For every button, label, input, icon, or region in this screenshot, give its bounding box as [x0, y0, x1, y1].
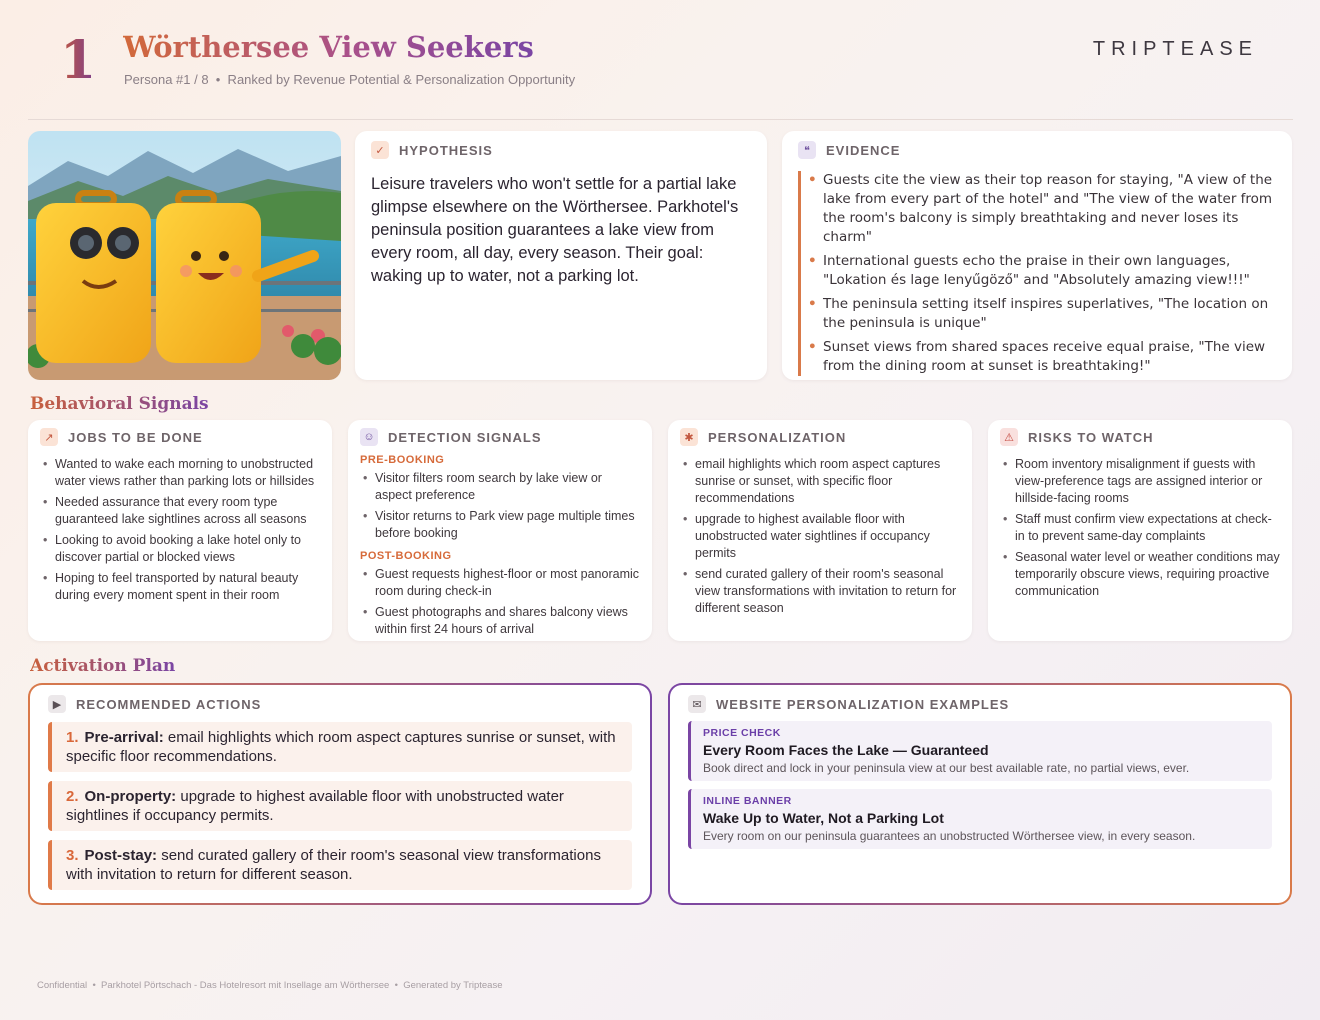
personalization-example	[688, 721, 1272, 781]
evidence-list	[798, 171, 1276, 376]
list-item: • email highlights which room aspect captures sunrise or sunset, with specific floor recommendations	[680, 456, 960, 507]
risks-label: RISKS TO WATCH	[1028, 429, 1154, 445]
hypothesis-card	[355, 131, 767, 380]
jobs-to-be-done-card	[28, 420, 332, 641]
smiley-icon: ☺	[360, 428, 378, 446]
pre-booking-label: PRE-BOOKING	[360, 454, 445, 466]
envelope-icon: ✉	[688, 695, 706, 713]
arrow-up-right-icon: ↗	[40, 428, 58, 446]
persona-illustration	[28, 131, 341, 380]
asterisk-icon: ✱	[680, 428, 698, 446]
recommended-actions-card	[28, 683, 652, 905]
list-item: • Visitor returns to Park view page multiple times before booking	[360, 508, 640, 542]
header-divider	[28, 119, 1293, 120]
website-personalization-card	[668, 683, 1292, 905]
actions-label: RECOMMENDED ACTIONS	[76, 696, 262, 712]
personalization-list	[680, 456, 960, 617]
example-tag: PRICE CHECK	[703, 727, 781, 739]
check-icon: ✓	[371, 141, 389, 159]
action-number: 3.	[66, 847, 79, 864]
action-number: 1.	[66, 729, 79, 746]
warning-icon: ⚠	[1000, 428, 1018, 446]
personalization-example	[688, 789, 1272, 849]
list-item: • upgrade to highest available floor with unobstructed water sightlines if occupancy permits	[680, 511, 960, 562]
persona-title: Wörthersee View Seekers	[123, 30, 534, 64]
persona-number: 1	[60, 30, 97, 91]
evidence-item: • The peninsula setting itself inspires superlatives, "The location on the peninsula is unique"	[823, 295, 1276, 333]
persona-subtitle: Persona #1 / 8 • Ranked by Revenue Potential & Personalization Opportunity	[124, 72, 576, 87]
example-tag: INLINE BANNER	[703, 795, 792, 807]
action-item	[48, 722, 632, 772]
list-item: • Staff must confirm view expectations at check-in to prevent same-day complaints	[1000, 511, 1280, 545]
list-item: • Guest photographs and shares balcony views within first 24 hours of arrival	[360, 604, 640, 638]
list-item: • Wanted to wake each morning to unobstructed water views rather than parking lots or hillsides	[40, 456, 320, 490]
list-item: • Guest requests highest-floor or most panoramic room during check-in	[360, 566, 640, 600]
action-text: send curated gallery of their room's seasonal view transformations with invitation to return for different season.	[66, 847, 601, 883]
list-item: • Seasonal water level or weather conditions may temporarily obscure views, requiring proactive communication	[1000, 549, 1280, 600]
example-body: Every room on our peninsula guarantees an unobstructed Wörthersee view, in every season.	[703, 829, 1196, 843]
header	[0, 0, 1320, 120]
list-item: • send curated gallery of their room's seasonal view transformations with invitation to return for different season	[680, 566, 960, 617]
play-icon: ▶	[48, 695, 66, 713]
evidence-item: • International guests echo the praise in their own languages, "Lokation és lage lenyűgöző" and "Absolutely amazing view!!!"	[823, 252, 1276, 290]
detection-label: DETECTION SIGNALS	[388, 429, 542, 445]
quote-icon: ❝	[798, 141, 816, 159]
evidence-item: • Guests cite the view as their top reason for staying, "A view of the lake from every part of the hotel" and "The view of the water from the room's balcony is simply breathtaking and never loses its charm"	[823, 171, 1276, 247]
pre-booking-list	[360, 470, 640, 542]
evidence-card	[782, 131, 1292, 380]
activation-plan-title: Activation Plan	[30, 656, 176, 676]
list-item: • Visitor filters room search by lake view or aspect preference	[360, 470, 640, 504]
action-text: upgrade to highest available floor with unobstructed water sightlines if occupancy permits.	[66, 788, 564, 824]
action-lead: Pre-arrival:	[84, 729, 164, 746]
detection-signals-card	[348, 420, 652, 641]
post-booking-label: POST-BOOKING	[360, 550, 452, 562]
action-item	[48, 781, 632, 831]
example-body: Book direct and lock in your peninsula view at our best available rate, no partial views, ever.	[703, 761, 1190, 775]
risks-list	[1000, 456, 1280, 600]
list-item: • Needed assurance that every room type guaranteed lake sightlines across all seasons	[40, 494, 320, 528]
example-headline: Every Room Faces the Lake — Guaranteed	[703, 742, 989, 758]
personalization-card	[668, 420, 972, 641]
hypothesis-text: Leisure travelers who won't settle for a partial lake glimpse elsewhere on the Wörthersee. Parkhotel's peninsula position guarantees a lake view from every room, all day, every season. Their goal: waking up to water, not a parking lot.	[371, 175, 739, 285]
footer: Confidential • Parkhotel Pörtschach - Das Hotelresort mit Insellage am Wörthersee • Generated by Triptease	[37, 980, 503, 991]
list-item: • Hoping to feel transported by natural beauty during every moment spent in their room	[40, 570, 320, 604]
brand-logo: TRIPTEASE	[1092, 38, 1258, 60]
personalization-label: PERSONALIZATION	[708, 429, 847, 445]
example-headline: Wake Up to Water, Not a Parking Lot	[703, 810, 944, 826]
suitcase-binoculars-image	[28, 131, 341, 380]
list-item: • Room inventory misalignment if guests with view-preference tags are assigned interior or hillside-facing rooms	[1000, 456, 1280, 507]
behavioral-signals-title: Behavioral Signals	[30, 394, 209, 414]
list-item: • Looking to avoid booking a lake hotel only to discover partial or blocked views	[40, 532, 320, 566]
hypothesis-label: HYPOTHESIS	[399, 142, 493, 158]
evidence-label: EVIDENCE	[826, 142, 901, 158]
action-text: email highlights which room aspect captures sunrise or sunset, with specific floor recommendations.	[66, 729, 616, 765]
action-item	[48, 840, 632, 890]
action-lead: On-property:	[84, 788, 177, 805]
risks-card	[988, 420, 1292, 641]
jobs-list	[40, 456, 320, 604]
action-lead: Post-stay:	[84, 847, 158, 864]
jobs-label: JOBS TO BE DONE	[68, 429, 203, 445]
post-booking-list	[360, 566, 640, 638]
examples-label: WEBSITE PERSONALIZATION EXAMPLES	[716, 696, 1010, 712]
action-number: 2.	[66, 788, 79, 805]
evidence-item: • Sunset views from shared spaces receive equal praise, "The view from the dining room at sunset is breathtaking!"	[823, 338, 1276, 376]
